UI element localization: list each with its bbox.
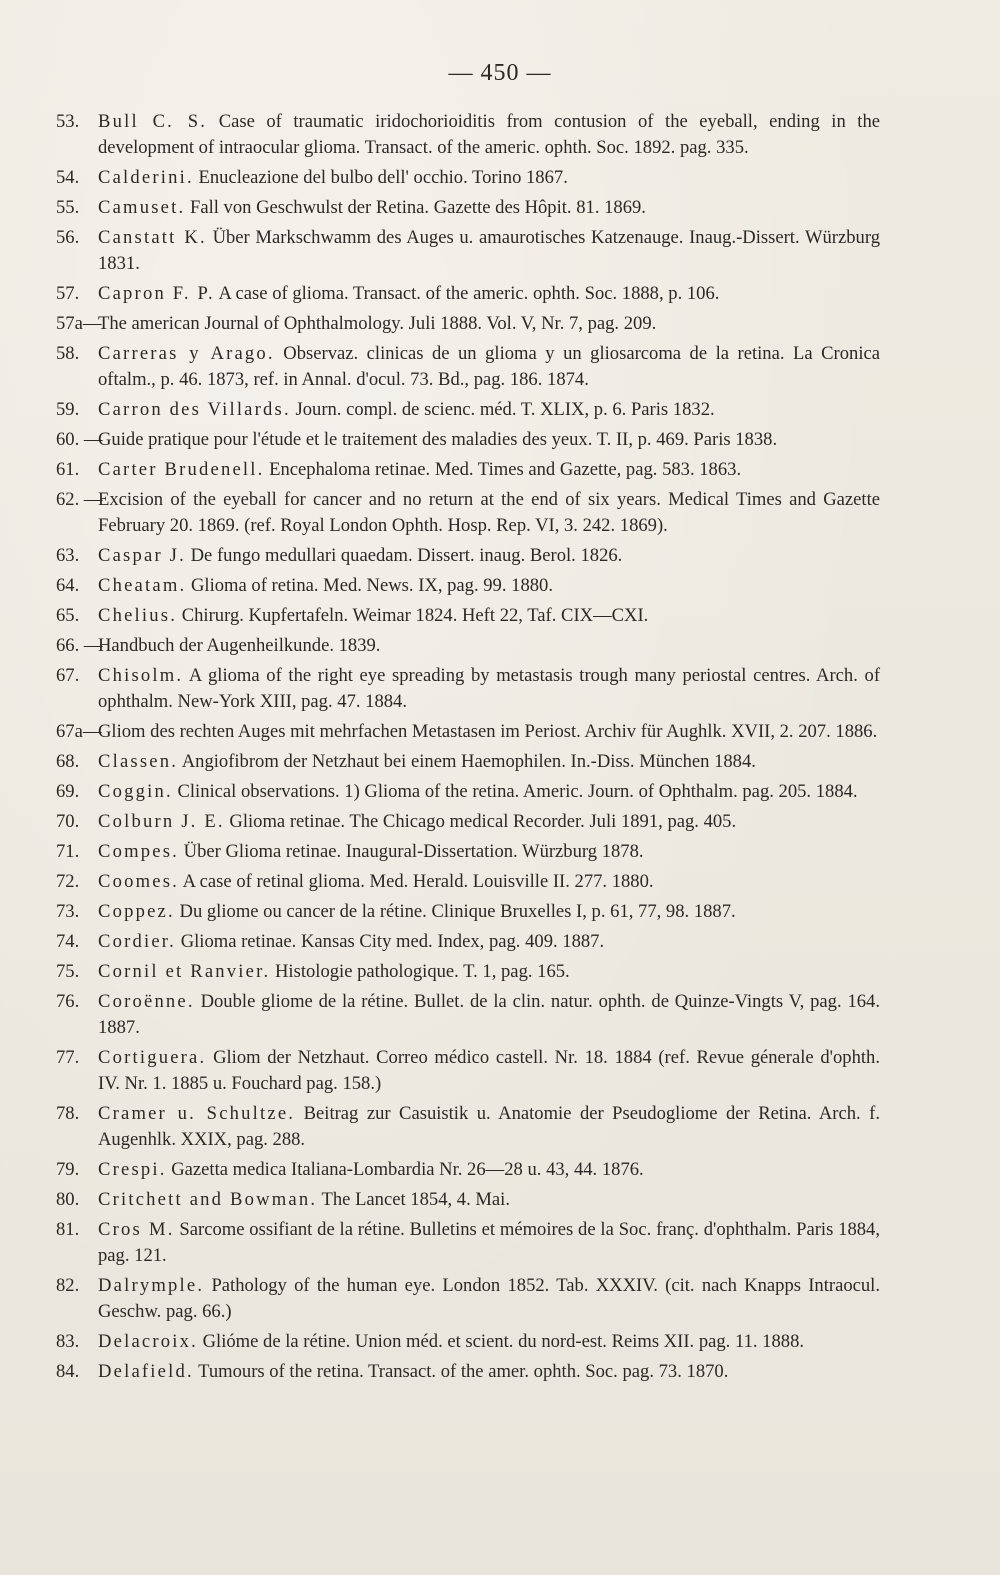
reference-entry [56, 1045, 880, 1097]
reference-entry [56, 1273, 880, 1325]
reference-entry [56, 929, 880, 955]
reference-entry [56, 487, 880, 539]
reference-text [98, 633, 880, 659]
reference-number: 82. [56, 1275, 80, 1296]
reference-author: Delacroix. [98, 1331, 198, 1352]
reference-text [98, 1359, 880, 1385]
reference-citation: Über Glioma retinae. Inaugural-Dissertation. Würzburg 1878. [183, 841, 644, 862]
reference-text [98, 543, 880, 569]
reference-citation: Beitrag zur Casuistik u. Anatomie der Pseudogliome der Retina. Arch. f. Augenhlk. XXIX, pag. 288. [98, 1103, 880, 1150]
reference-entry [56, 1101, 880, 1153]
reference-entry [56, 633, 880, 659]
reference-text [98, 869, 880, 895]
reference-citation: Fall von Geschwulst der Retina. Gazette des Hôpit. 81. 1869. [189, 197, 646, 218]
reference-entry [56, 1329, 880, 1355]
reference-citation: Histologie pathologique. T. 1, pag. 165. [274, 961, 570, 982]
reference-text [98, 1329, 880, 1355]
reference-entry [56, 809, 880, 835]
reference-author: Coggin. [98, 781, 173, 802]
reference-author: Chisolm. [98, 665, 184, 686]
reference-author: Chelius. [98, 605, 178, 626]
reference-number: 64. [56, 575, 80, 596]
reference-text [98, 397, 880, 423]
reference-citation: Enucleazione del bulbo dell' occhio. Torino 1867. [198, 167, 568, 188]
reference-text [98, 165, 880, 191]
reference-text [98, 989, 880, 1041]
reference-entry [56, 281, 880, 307]
reference-entry [56, 1157, 880, 1183]
reference-citation: A glioma of the right eye spreading by metastasis trough many periostal centres. Arch. of ophthalm. New-York XIII, pag. 47. 1884. [98, 665, 881, 712]
page-number: — 450 — [448, 60, 552, 86]
reference-author: Critchett and Bowman. [98, 1189, 318, 1210]
reference-number: 77. [56, 1047, 80, 1068]
reference-author: Calderini. [98, 167, 194, 188]
reference-citation: Encephaloma retinae. Med. Times and Gazette, pag. 583. 1863. [269, 459, 742, 480]
reference-text [98, 1157, 880, 1183]
reference-citation: Excision of the eyeball for cancer and no return at the end of six years. Medical Times and Gazette February 20. 1869. (ref. Royal London Ophth. Hosp. Rep. VI, 3. 242. 1869). [98, 489, 880, 536]
reference-number: 66. — [56, 635, 103, 656]
reference-number: 54. [56, 167, 80, 188]
reference-citation: Case of traumatic iridochorioiditis from contusion of the eyeball, ending in the development of intraocular glioma. Transact. of the americ. ophth. Soc. 1892. pag. 335. [98, 111, 880, 158]
reference-author: Compes. [98, 841, 179, 862]
reference-number: 70. [56, 811, 80, 832]
reference-entry [56, 311, 880, 337]
reference-text [98, 427, 880, 453]
reference-number: 59. [56, 399, 80, 420]
reference-author: Coomes. [98, 871, 179, 892]
reference-entry [56, 341, 880, 393]
reference-number: 58. [56, 343, 80, 364]
reference-author: Cornil et Ranvier. [98, 961, 271, 982]
reference-author: Cordier. [98, 931, 177, 952]
reference-text [98, 573, 880, 599]
reference-author: Coroënne. [98, 991, 195, 1012]
reference-number: 81. [56, 1219, 80, 1240]
reference-number: 63. [56, 545, 80, 566]
reference-text [98, 663, 880, 715]
reference-entry [56, 959, 880, 985]
reference-number: 80. [56, 1189, 80, 1210]
reference-author: Crespi. [98, 1159, 167, 1180]
reference-entry [56, 1187, 880, 1213]
reference-author: Classen. [98, 751, 179, 772]
reference-number: 74. [56, 931, 80, 952]
reference-citation: Chirurg. Kupfertafeln. Weimar 1824. Heft 22, Taf. CIX—CXI. [181, 605, 649, 626]
reference-citation: Tumours of the retina. Transact. of the amer. ophth. Soc. pag. 73. 1870. [198, 1361, 729, 1382]
reference-number: 65. [56, 605, 80, 626]
reference-citation: Du gliome ou cancer de la rétine. Clinique Bruxelles I, p. 61, 77, 98. 1887. [179, 901, 736, 922]
reference-citation: Clinical observations. 1) Glioma of the retina. Americ. Journ. of Ophthalm. pag. 205. 1884. [177, 781, 858, 802]
reference-list [56, 109, 880, 1385]
reference-citation: Gazetta medica Italiana-Lombardia Nr. 26—28 u. 43, 44. 1876. [171, 1159, 644, 1180]
reference-number: 78. [56, 1103, 80, 1124]
reference-entry [56, 109, 880, 161]
reference-entry [56, 1217, 880, 1269]
reference-author: Camuset. [98, 197, 186, 218]
reference-citation: Double gliome de la rétine. Bullet. de la clin. natur. ophth. de Quinze-Vingts V, pag. 164. 1887. [98, 991, 880, 1038]
reference-citation: A case of retinal glioma. Med. Herald. Louisville II. 277. 1880. [182, 871, 654, 892]
reference-text [98, 311, 880, 337]
reference-entry [56, 195, 880, 221]
reference-author: Carter Brudenell. [98, 459, 265, 480]
reference-author: Delafield. [98, 1361, 194, 1382]
reference-entry [56, 899, 880, 925]
reference-text [98, 899, 880, 925]
reference-author: Carron des Villards. [98, 399, 291, 420]
reference-number: 72. [56, 871, 80, 892]
reference-citation: Gliom des rechten Auges mit mehrfachen Metastasen im Periost. Archiv für Aughlk. XVII, 2. 207. 1886. [98, 721, 878, 742]
reference-citation: Glioma retinae. The Chicago medical Recorder. Juli 1891, pag. 405. [229, 811, 737, 832]
reference-citation: The Lancet 1854, 4. Mai. [321, 1189, 510, 1210]
reference-number: 83. [56, 1331, 80, 1352]
reference-entry [56, 603, 880, 629]
reference-number: 57a— [56, 313, 102, 334]
reference-entry [56, 397, 880, 423]
reference-text [98, 225, 880, 277]
reference-citation: Sarcome ossifiant de la rétine. Bulletins et mémoires de la Soc. franç. d'ophthalm. Paris 1884, pag. 121. [98, 1219, 880, 1266]
reference-entry [56, 719, 880, 745]
reference-text [98, 1273, 880, 1325]
reference-text [98, 109, 880, 161]
reference-number: 67a— [56, 721, 102, 742]
reference-entry [56, 1359, 880, 1385]
reference-number: 60. — [56, 429, 103, 450]
reference-citation: Glioma of retina. Med. News. IX, pag. 99. 1880. [191, 575, 553, 596]
reference-number: 56. [56, 227, 80, 248]
reference-citation: De fungo medullari quaedam. Dissert. inaug. Berol. 1826. [190, 545, 623, 566]
reference-citation: Observaz. clinicas de un glioma y un gliosarcoma de la retina. La Cronica oftalm., p. 46. 1873, ref. in Annal. d'ocul. 73. Bd., pag. 186. 1874. [98, 343, 880, 390]
reference-number: 79. [56, 1159, 80, 1180]
reference-text [98, 195, 880, 221]
reference-entry [56, 663, 880, 715]
reference-number: 71. [56, 841, 80, 862]
reference-number: 62. — [56, 489, 103, 510]
reference-text [98, 341, 880, 393]
reference-number: 73. [56, 901, 80, 922]
reference-citation: Angiofibrom der Netzhaut bei einem Haemophilen. In.-Diss. München 1884. [181, 751, 756, 772]
reference-entry [56, 225, 880, 277]
reference-entry [56, 749, 880, 775]
reference-author: Cortiguera. [98, 1047, 207, 1068]
reference-author: Cros M. [98, 1219, 175, 1240]
reference-number: 61. [56, 459, 80, 480]
reference-citation: Handbuch der Augenheilkunde. 1839. [98, 635, 381, 656]
reference-number: 84. [56, 1361, 80, 1382]
reference-text [98, 1217, 880, 1269]
reference-number: 75. [56, 961, 80, 982]
reference-entry [56, 989, 880, 1041]
reference-citation: Journ. compl. de scienc. méd. T. XLIX, p. 6. Paris 1832. [295, 399, 715, 420]
reference-author: Capron F. P. [98, 283, 215, 304]
reference-citation: A case of glioma. Transact. of the americ. ophth. Soc. 1888, p. 106. [218, 283, 720, 304]
reference-text [98, 281, 880, 307]
reference-author: Cramer u. Schultze. [98, 1103, 296, 1124]
reference-number: 76. [56, 991, 80, 1012]
reference-author: Canstatt K. [98, 227, 207, 248]
reference-text [98, 603, 880, 629]
reference-citation: The american Journal of Ophthalmology. Juli 1888. Vol. V, Nr. 7, pag. 209. [98, 313, 657, 334]
reference-citation: Über Markschwamm des Auges u. amaurotisches Katzenauge. Inaug.-Dissert. Würzburg 1831. [98, 227, 880, 274]
reference-entry [56, 543, 880, 569]
reference-text [98, 457, 880, 483]
reference-text [98, 1045, 880, 1097]
reference-text [98, 779, 880, 805]
reference-text [98, 959, 880, 985]
reference-text [98, 1101, 880, 1153]
reference-text [98, 809, 880, 835]
reference-entry [56, 457, 880, 483]
reference-text [98, 1187, 880, 1213]
reference-text [98, 487, 880, 539]
reference-author: Caspar J. [98, 545, 186, 566]
reference-author: Colburn J. E. [98, 811, 225, 832]
reference-entry [56, 779, 880, 805]
reference-author: Coppez. [98, 901, 175, 922]
reference-author: Carreras y Arago. [98, 343, 275, 364]
reference-text [98, 929, 880, 955]
reference-author: Dalrymple. [98, 1275, 205, 1296]
reference-entry [56, 839, 880, 865]
reference-entry [56, 869, 880, 895]
reference-citation: Guide pratique pour l'étude et le traitement des maladies des yeux. T. II, p. 469. Paris 1838. [98, 429, 778, 450]
reference-entry [56, 573, 880, 599]
reference-number: 55. [56, 197, 80, 218]
reference-number: 53. [56, 111, 80, 132]
reference-number: 57. [56, 283, 80, 304]
reference-text [98, 839, 880, 865]
reference-author: Cheatam. [98, 575, 187, 596]
reference-entry [56, 427, 880, 453]
reference-number: 67. [56, 665, 80, 686]
reference-number: 68. [56, 751, 80, 772]
reference-citation: Gliom der Netzhaut. Correo médico castell. Nr. 18. 1884 (ref. Revue génerale d'ophth. IV. Nr. 1. 1885 u. Fouchard pag. 158.) [98, 1047, 880, 1094]
reference-number: 69. [56, 781, 80, 802]
reference-author: Bull C. S. [98, 111, 208, 132]
reference-entry [56, 165, 880, 191]
reference-citation: Pathology of the human eye. London 1852. Tab. XXXIV. (cit. nach Knapps Intraocul. Geschw. pag. 66.) [98, 1275, 880, 1322]
reference-citation: Glioma retinae. Kansas City med. Index, pag. 409. 1887. [180, 931, 605, 952]
reference-text [98, 749, 880, 775]
reference-citation: Glióme de la rétine. Union méd. et scient. du nord-est. Reims XII. pag. 11. 1888. [202, 1331, 805, 1352]
reference-text [98, 719, 880, 745]
